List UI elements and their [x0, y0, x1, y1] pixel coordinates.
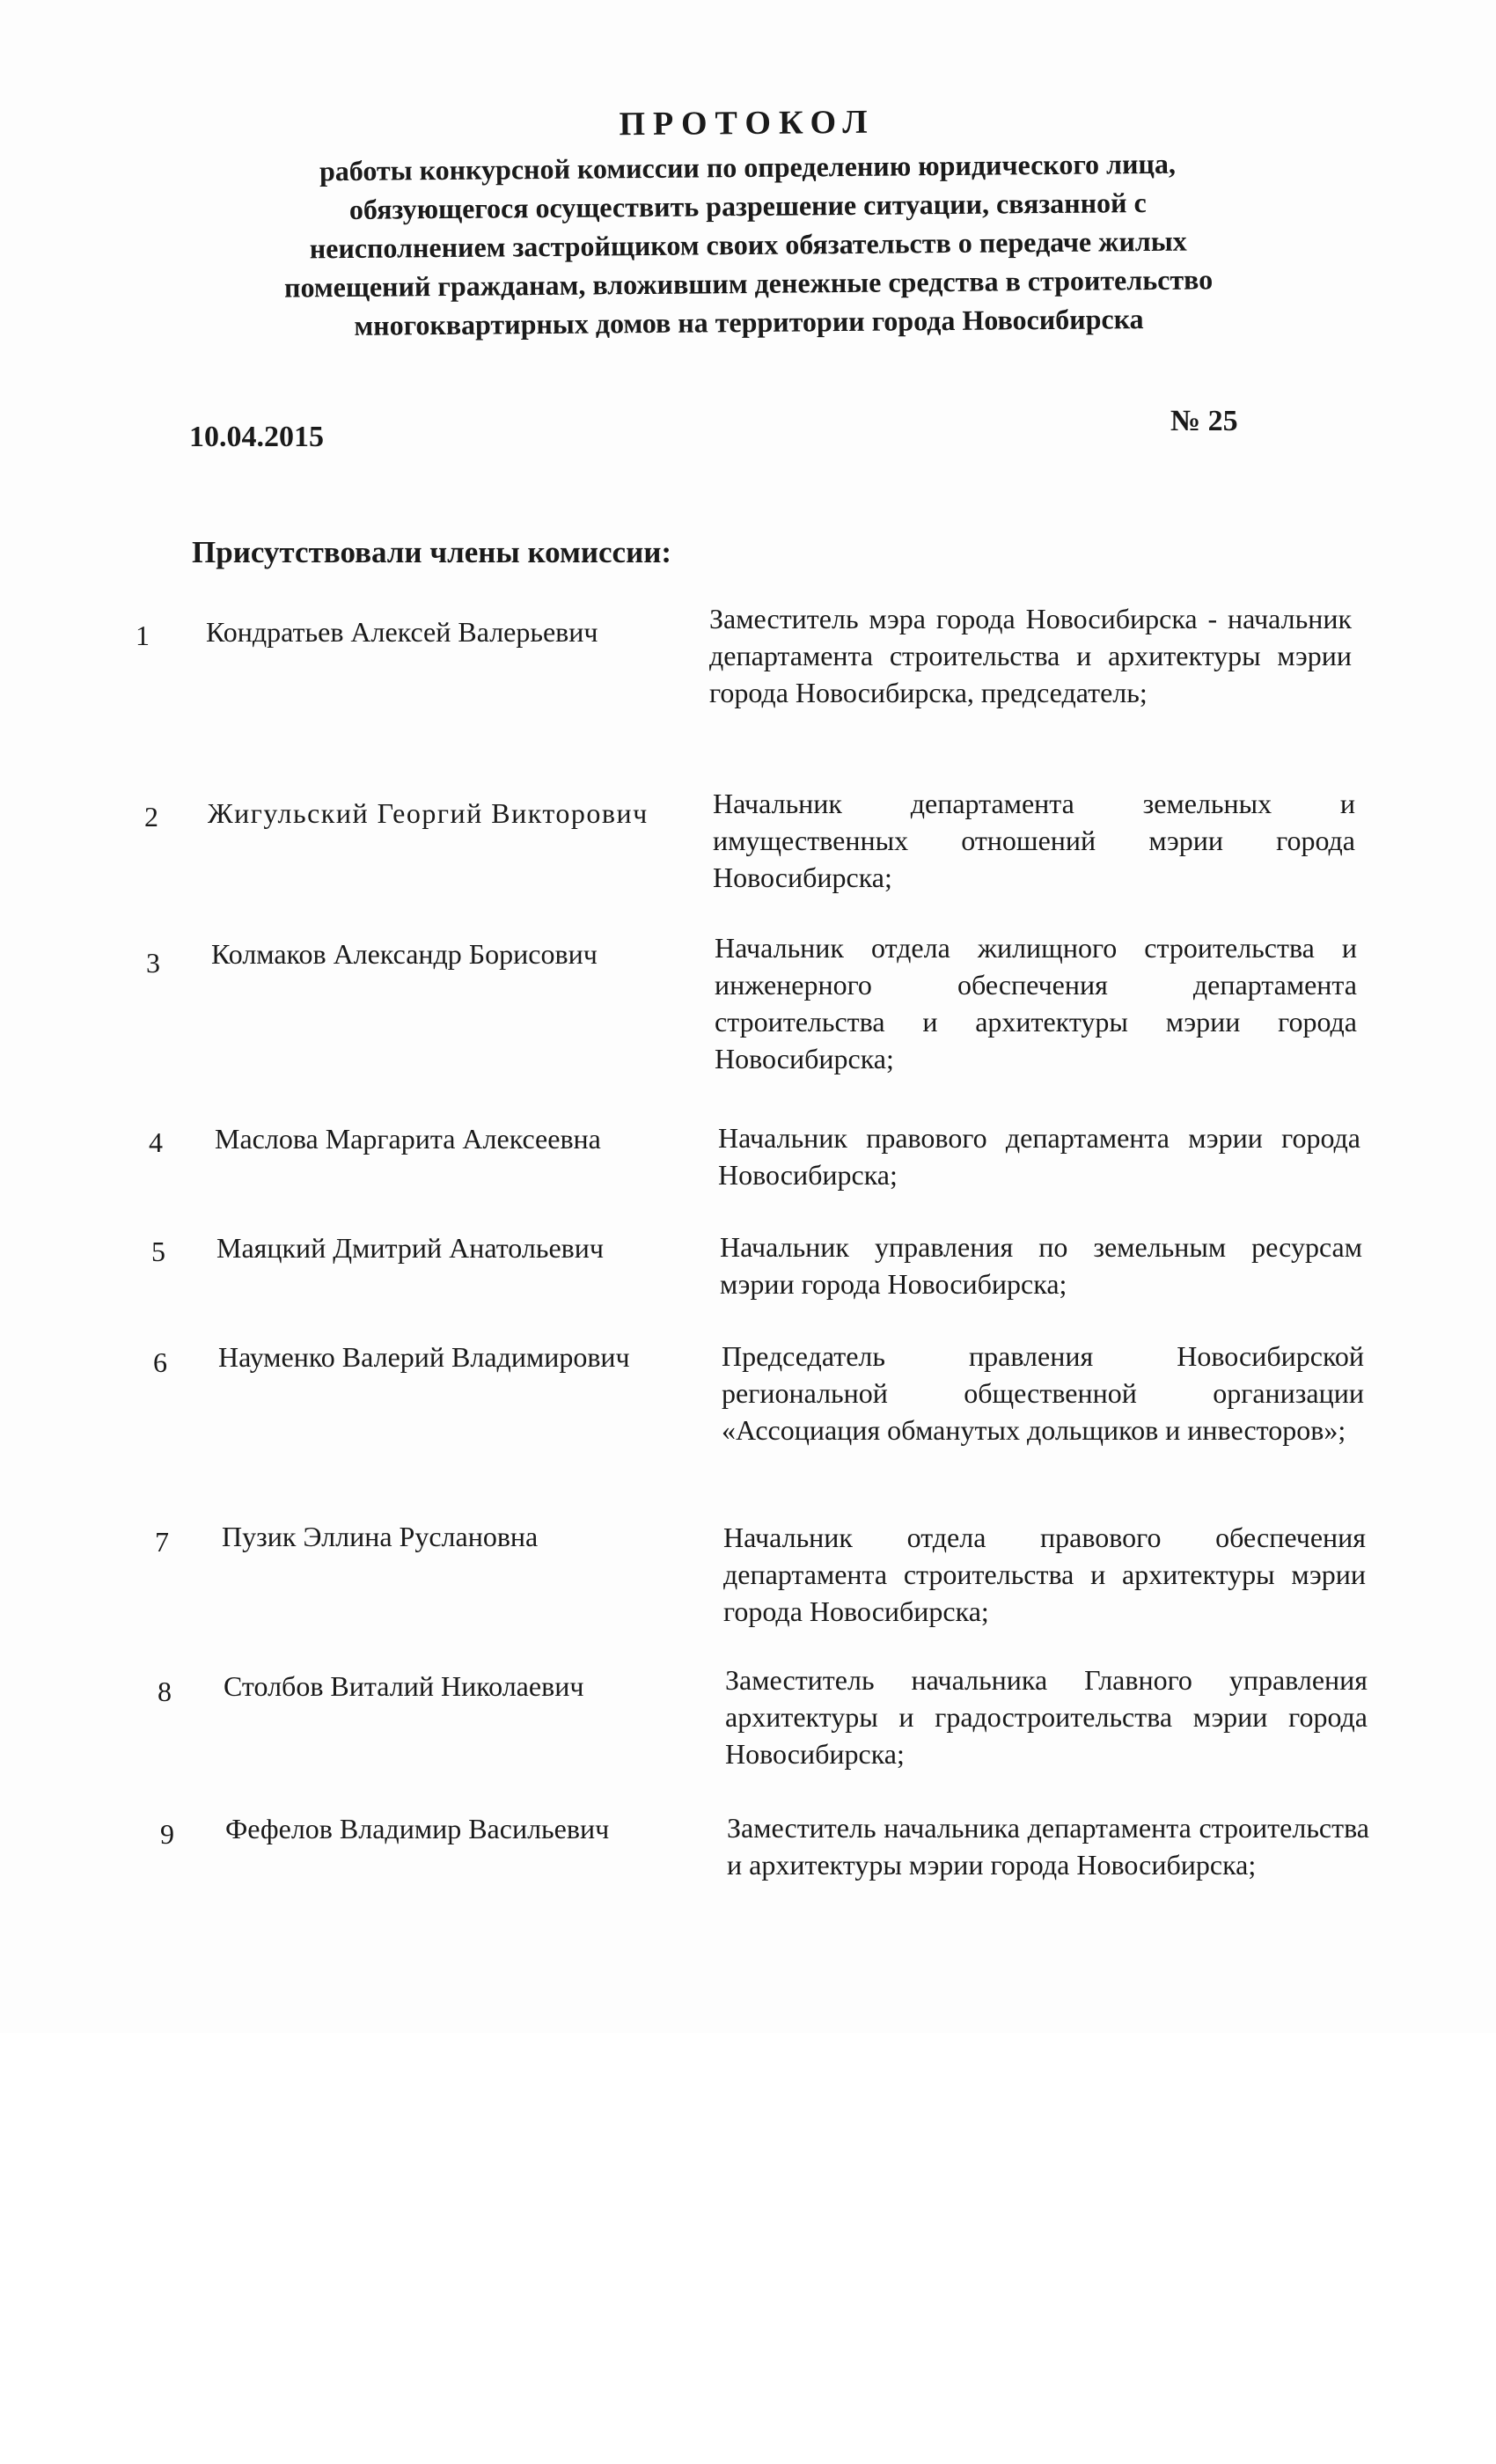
member-number: 8	[158, 1676, 172, 1707]
document-title: ПРОТОКОЛ	[619, 103, 876, 143]
member-number: 1	[136, 620, 150, 651]
member-role: Заместитель мэра города Новосибирска - начальник департамента строительства и архитектуры мэрии города Новосибирска, председатель;	[709, 603, 1352, 708]
member-number: 7	[155, 1526, 169, 1558]
member-role: Председатель правления Новосибирской региональной общественной организации «Ассоциация обманутых дольщиков и инвесторов»;	[722, 1340, 1364, 1446]
member-name: Науменко Валерий Владимирович	[218, 1341, 630, 1373]
member-number: 5	[151, 1236, 165, 1267]
member-number: 6	[153, 1346, 167, 1378]
member-number: 9	[160, 1818, 174, 1850]
member-role: Заместитель начальника Главного управления архитектуры и градостроительства мэрии города Новосибирска;	[725, 1664, 1368, 1770]
member-name: Жигульский Георгий Викторович	[208, 797, 649, 829]
document-number: № 25	[1170, 405, 1238, 437]
present-members-heading: Присутствовали члены комиссии:	[192, 535, 672, 569]
member-name: Кондратьев Алексей Валерьевич	[206, 616, 598, 648]
member-role: Заместитель начальника департамента строительства и архитектуры мэрии города Новосибирска;	[727, 1812, 1369, 1881]
member-role: Начальник отдела жилищного строительства и инженерного обеспечения департамента строительства и архитектуры мэрии города Новосибирска;	[715, 932, 1357, 1074]
member-name: Пузик Эллина Руслановна	[222, 1521, 539, 1552]
document-header	[228, 99, 1268, 346]
member-role: Начальник правового департамента мэрии города Новосибирска;	[718, 1122, 1360, 1191]
document-subtitle: работы конкурсной комиссии по определению юридического лица, обязующегося осуществить разрешение ситуации, связанной с неисполнением застройщиком своих обязательств о передаче жилых помещений гражданам, вложившим денежные средства в строительство многоквартирных домов на территории города Новосибирска	[283, 147, 1214, 341]
member-name: Маяцкий Дмитрий Анатольевич	[216, 1232, 604, 1264]
member-number: 4	[149, 1126, 163, 1158]
member-role: Начальник отдела правового обеспечения департамента строительства и архитектуры мэрии города Новосибирска;	[723, 1522, 1366, 1627]
member-role: Начальник управления по земельным ресурсам мэрии города Новосибирска;	[720, 1231, 1362, 1300]
document-date: 10.04.2015	[189, 421, 324, 453]
blank-margin	[0, 2033, 1496, 2464]
member-number: 3	[146, 947, 160, 979]
member-number: 2	[144, 801, 158, 832]
member-name: Колмаков Александр Борисович	[211, 938, 598, 970]
member-role: Начальник департамента земельных и имущественных отношений мэрии города Новосибирска;	[713, 788, 1355, 893]
member-name: Столбов Виталий Николаевич	[224, 1670, 584, 1702]
member-name: Фефелов Владимир Васильевич	[225, 1813, 610, 1844]
member-name: Маслова Маргарита Алексеевна	[215, 1123, 601, 1155]
